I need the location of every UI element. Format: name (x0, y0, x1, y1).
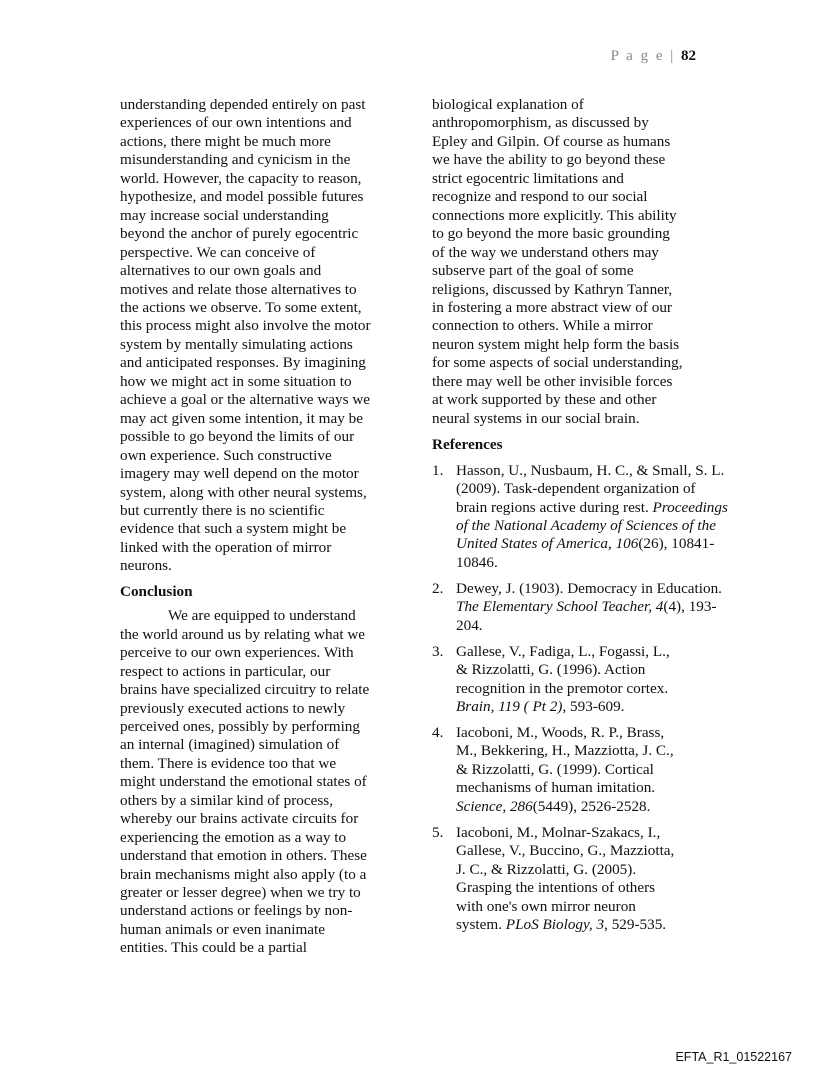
references-list (432, 462, 752, 935)
text-segment: Iacoboni, M., Woods, R. P., Brass, (456, 724, 665, 741)
reference-line (456, 724, 752, 742)
text-line: possible to go beyond the limits of our (120, 428, 355, 446)
paragraph (432, 96, 752, 428)
text-line: own experience. Such constructive (120, 446, 332, 464)
left-column (120, 96, 410, 958)
reference-line (456, 842, 752, 860)
text-line: evidence that such a system might be (120, 520, 347, 538)
reference-line (456, 861, 752, 879)
text-line: connection to others. While a mirror (432, 317, 653, 335)
reference-line (456, 462, 752, 480)
text-line: in fostering a more abstract view of our (432, 298, 672, 316)
reference-line (456, 879, 752, 897)
page-separator: | (670, 48, 676, 64)
text-line: this process might also involve the motor (120, 317, 371, 335)
text-segment: J. C., & Rizzolatti, G. (2005). (456, 860, 637, 878)
text-line: connections more explicitly. This ability (432, 206, 677, 224)
reference-line (456, 779, 752, 797)
text-line: imagery may well depend on the motor (120, 465, 359, 483)
text-line: human animals or even inanimate (120, 920, 325, 938)
text-line: system by mentally simulating actions (120, 335, 353, 353)
text-line: understand that emotion in others. These (120, 847, 367, 865)
section-heading: Conclusion (120, 582, 193, 600)
reference-line (456, 916, 752, 934)
reference-line (456, 698, 752, 716)
text-line: brain mechanisms might also apply (to a (120, 865, 367, 883)
right-column-body (432, 96, 752, 428)
italic-text: of the National Academy of Sciences of the (456, 516, 716, 534)
text-line: how we might act in some situation to (120, 372, 352, 390)
reference-line (456, 598, 752, 616)
reference-number: 5. (432, 823, 444, 841)
text-line: experiencing the emotion as a way to (120, 828, 347, 846)
text-line: subserve part of the goal of some (432, 262, 634, 280)
text-segment: mechanisms of human imitation. (456, 779, 656, 797)
text-line: brains have specialized circuitry to relate (120, 681, 370, 699)
text-line: perspective. We can conceive of (120, 243, 316, 261)
text-segment: brain regions active during rest. (456, 498, 653, 516)
text-line: We are equipped to understand (168, 607, 356, 625)
text-line: neuron system might help form the basis (432, 335, 680, 353)
reference-line (456, 898, 752, 916)
text-line: hypothesize, and model possible futures (120, 188, 364, 206)
reference-line (456, 742, 752, 760)
text-line: others by a similar kind of process, (120, 791, 334, 809)
right-column (432, 96, 752, 934)
text-segment: recognition in the premotor cortex. (456, 679, 669, 697)
text-line: of the way we understand others may (432, 243, 659, 261)
text-line: understand actions or feelings by non- (120, 902, 353, 920)
text-line: linked with the operation of mirror (120, 538, 332, 556)
text-line: beyond the anchor of purely egocentric (120, 225, 359, 243)
reference-line (456, 580, 752, 598)
text-segment: M., Bekkering, H., Mazziotta, J. C., (456, 742, 674, 760)
text-line: at work supported by these and other (432, 391, 657, 409)
page-label: P a g e (610, 48, 665, 64)
reference-item (432, 462, 752, 573)
text-segment: & Rizzolatti, G. (1996). Action (456, 661, 646, 679)
text-line: respect to actions in particular, our (120, 662, 331, 680)
reference-line (456, 643, 752, 661)
text-line: religions, discussed by Kathryn Tanner, (432, 280, 673, 298)
text-line: whereby our brains activate circuits for (120, 810, 359, 828)
text-line: achieve a goal or the alternative ways we (120, 391, 371, 409)
text-line: them. There is evidence too that we (120, 754, 337, 772)
reference-number: 4. (432, 724, 444, 741)
text-segment: & Rizzolatti, G. (1999). Cortical (456, 760, 654, 778)
text-segment: Hasson, U., Nusbaum, H. C., & Small, S. L. (456, 461, 725, 479)
text-line: recognize and respond to our social (432, 188, 648, 206)
text-segment: Iacoboni, M., Molnar-Szakacs, I., (456, 823, 661, 841)
text-line: biological explanation of (432, 96, 584, 113)
text-line: perceive to our own experiences. With (120, 644, 354, 662)
text-segment: Gallese, V., Fadiga, L., Fogassi, L., (456, 642, 670, 660)
text-segment: system. (456, 916, 506, 934)
text-line: might understand the emotional states of (120, 773, 367, 791)
reference-number: 2. (432, 579, 444, 597)
text-line: misunderstanding and cynicism in the (120, 151, 351, 169)
text-segment: (5449), 2526-2528. (532, 797, 651, 815)
text-line: neurons. (120, 557, 172, 575)
italic-text: The Elementary School Teacher, 4 (456, 598, 664, 616)
text-segment: Dewey, J. (1903). Democracy in Education. (456, 579, 722, 597)
page-header (560, 48, 696, 65)
text-segment: 204. (456, 616, 483, 634)
text-segment: (4), 193- (663, 598, 717, 616)
text-line: but currently there is no scientific (120, 501, 325, 519)
reference-item (432, 824, 752, 935)
italic-text: Proceedings (652, 498, 728, 516)
text-segment: Gallese, V., Buccino, G., Mazziotta, (456, 842, 675, 860)
text-line: the world around us by relating what we (120, 625, 366, 643)
text-line: motives and relate those alternatives to (120, 280, 357, 298)
text-line: may act given some intention, it may be (120, 409, 363, 427)
document-id: EFTA_R1_01522167 (675, 1050, 792, 1064)
reference-number: 1. (432, 461, 444, 479)
italic-text: Science, 286 (456, 797, 533, 815)
reference-line (456, 680, 752, 698)
text-segment: 10846. (456, 553, 498, 571)
text-line: Epley and Gilpin. Of course as humans (432, 132, 671, 150)
reference-item (432, 580, 752, 635)
reference-line (456, 499, 752, 517)
text-line: greater or lesser degree) when we try to (120, 884, 361, 902)
page-number: 82 (681, 48, 696, 64)
italic-text: United States of America, 106 (456, 535, 639, 553)
text-line: world. However, the capacity to reason, (120, 169, 362, 187)
text-line: experiences of our own intentions and (120, 114, 352, 132)
reference-line (456, 480, 752, 498)
text-line: entities. This could be a partial (120, 939, 307, 957)
reference-line (456, 761, 752, 779)
text-segment: , 593-609. (562, 698, 625, 716)
reference-line (456, 617, 752, 635)
text-line: to go beyond the more basic grounding (432, 225, 670, 243)
text-line: an internal (imagined) simulation of (120, 736, 340, 754)
reference-line (456, 798, 752, 816)
text-line: perceived ones, possibly by performing (120, 717, 360, 735)
text-line: may increase social understanding (120, 206, 329, 224)
reference-item (432, 724, 752, 816)
text-segment: (26), 10841- (638, 535, 715, 553)
text-line: for some aspects of social understanding, (432, 354, 683, 372)
reference-item (432, 643, 752, 717)
text-line: anthropomorphism, as discussed by (432, 114, 649, 132)
text-line: system, along with other neural systems, (120, 483, 367, 501)
text-segment: with one's own mirror neuron (456, 897, 636, 915)
reference-line (456, 535, 752, 553)
text-line: understanding depended entirely on past (120, 96, 366, 113)
italic-text: PLoS Biology, 3 (505, 916, 605, 934)
paragraph (120, 96, 410, 576)
reference-line (456, 517, 752, 535)
italic-text: Brain, 119 ( Pt 2) (456, 698, 563, 716)
text-line: we have the ability to go beyond these (432, 151, 666, 169)
text-line: alternatives to our own goals and (120, 262, 322, 280)
text-line: strict egocentric limitations and (432, 169, 624, 187)
text-segment: (2009). Task-dependent organization of (456, 480, 696, 498)
text-line: neural systems in our social brain. (432, 409, 640, 427)
reference-line (456, 554, 752, 572)
text-line: there may well be other invisible forces (432, 372, 673, 390)
reference-number: 3. (432, 642, 444, 660)
text-segment: , 529-535. (604, 916, 667, 934)
text-line: actions, there might be much more (120, 132, 331, 150)
reference-line (456, 824, 752, 842)
references-heading: References (432, 435, 503, 453)
paragraph (120, 607, 410, 958)
text-line: and anticipated responses. By imagining (120, 354, 366, 372)
text-line: the actions we observe. To some extent, (120, 298, 362, 316)
text-segment: Grasping the intentions of others (456, 879, 656, 897)
reference-line (456, 661, 752, 679)
text-line: previously executed actions to newly (120, 699, 346, 717)
